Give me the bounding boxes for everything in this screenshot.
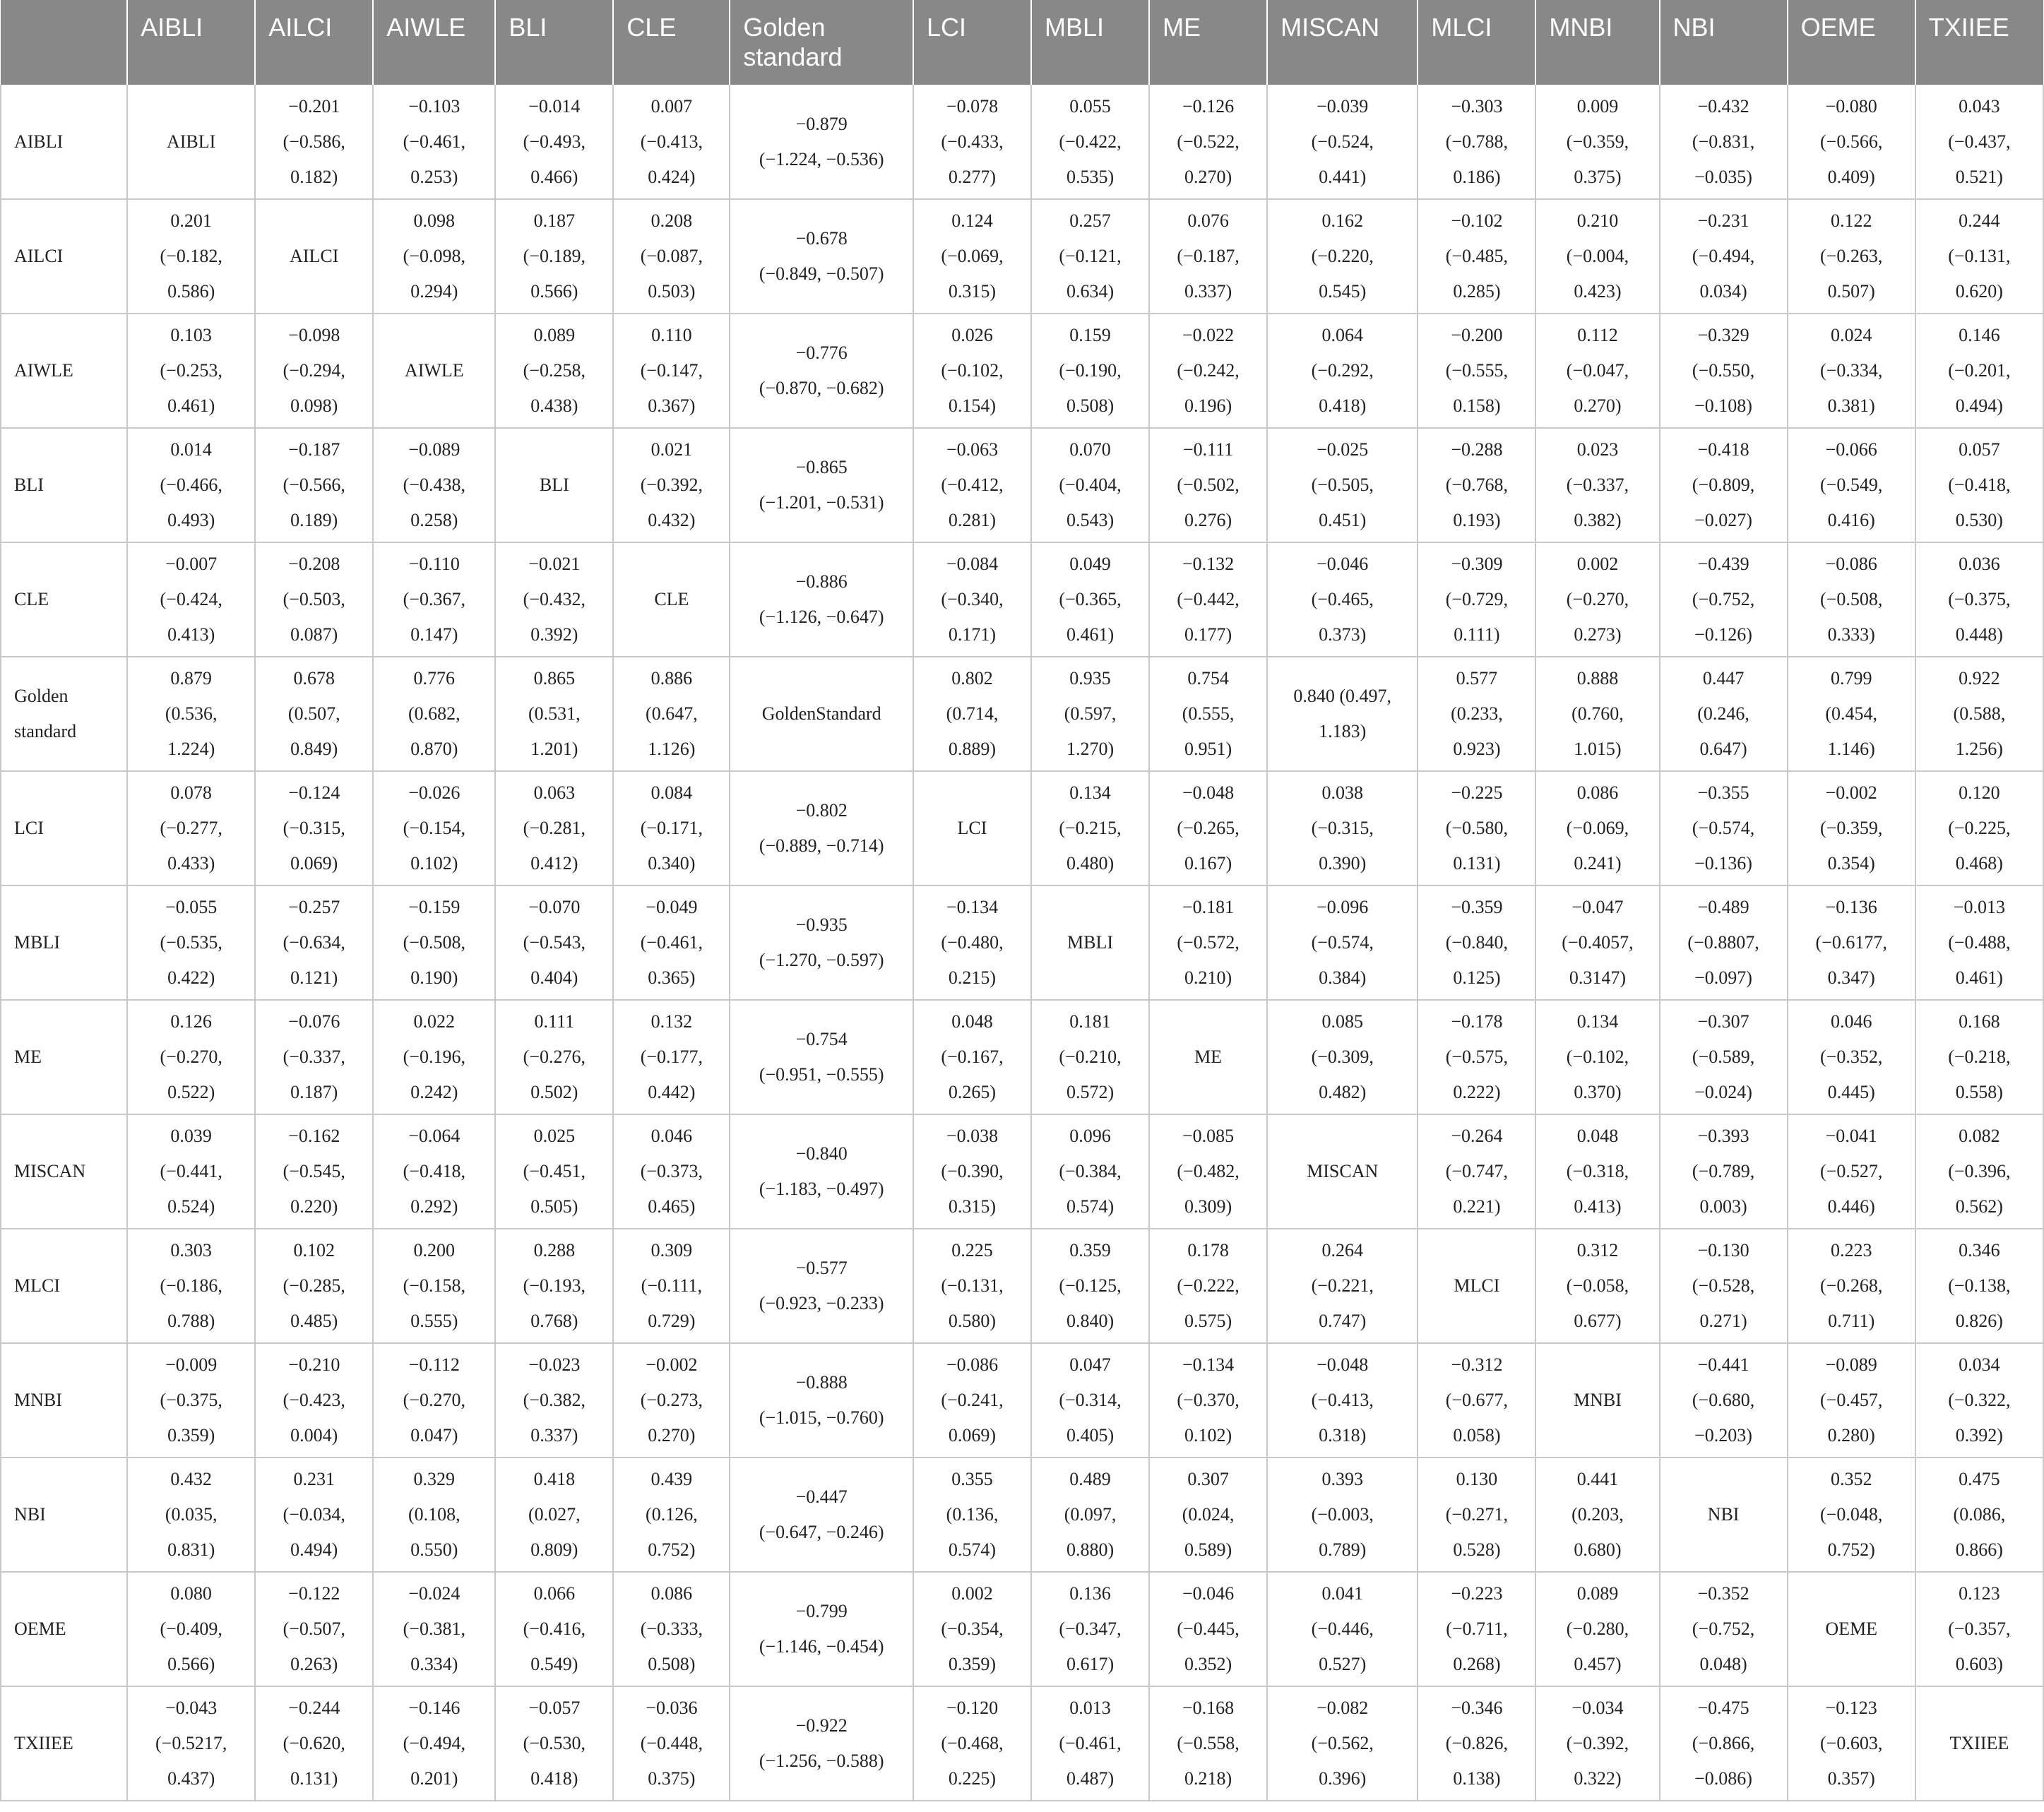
table-cell: −0.168 (−0.558, 0.218) — [1149, 1686, 1267, 1801]
table-cell: 0.799 (0.454, 1.146) — [1788, 657, 1915, 771]
diagonal-cell: AILCI — [255, 199, 373, 314]
table-cell: 0.886 (0.647, 1.126) — [613, 657, 730, 771]
table-cell: −0.225 (−0.580, 0.131) — [1418, 771, 1535, 886]
table-row — [1, 85, 2043, 199]
table-row — [1, 771, 2043, 886]
row-label: AIWLE — [1, 314, 127, 428]
table-cell: 0.288 (−0.193, 0.768) — [495, 1229, 613, 1343]
table-cell: −0.048 (−0.413, 0.318) — [1267, 1343, 1418, 1458]
table-cell: −0.776 (−0.870, −0.682) — [730, 314, 913, 428]
table-cell: −0.257 (−0.634, 0.121) — [255, 886, 373, 1000]
table-cell: 0.048 (−0.167, 0.265) — [913, 1000, 1031, 1114]
table-cell: 0.043 (−0.437, 0.521) — [1915, 85, 2043, 199]
table-cell: −0.307 (−0.589, −0.024) — [1660, 1000, 1788, 1114]
table-cell: −0.007 (−0.424, 0.413) — [127, 542, 255, 657]
table-cell: −0.013 (−0.488, 0.461) — [1915, 886, 2043, 1000]
table-cell: −0.208 (−0.503, 0.087) — [255, 542, 373, 657]
row-label: MISCAN — [1, 1114, 127, 1229]
table-cell: −0.146 (−0.494, 0.201) — [373, 1686, 495, 1801]
table-cell: 0.776 (0.682, 0.870) — [373, 657, 495, 771]
table-cell: 0.201 (−0.182, 0.586) — [127, 199, 255, 314]
table-cell: −0.034 (−0.392, 0.322) — [1535, 1686, 1659, 1801]
diagonal-cell: BLI — [495, 428, 613, 542]
table-cell: −0.840 (−1.183, −0.497) — [730, 1114, 913, 1229]
table-cell: 0.223 (−0.268, 0.711) — [1788, 1229, 1915, 1343]
table-cell: −0.098 (−0.294, 0.098) — [255, 314, 373, 428]
table-cell: 0.085 (−0.309, 0.482) — [1267, 1000, 1418, 1114]
table-cell: 0.346 (−0.138, 0.826) — [1915, 1229, 2043, 1343]
column-header: AIWLE — [373, 0, 495, 85]
table-cell: −0.879 (−1.224, −0.536) — [730, 85, 913, 199]
table-cell: 0.309 (−0.111, 0.729) — [613, 1229, 730, 1343]
column-header: OEME — [1788, 0, 1915, 85]
table-cell: 0.231 (−0.034, 0.494) — [255, 1458, 373, 1572]
table-cell: −0.303 (−0.788, 0.186) — [1418, 85, 1535, 199]
table-cell: −0.200 (−0.555, 0.158) — [1418, 314, 1535, 428]
table-cell: −0.162 (−0.545, 0.220) — [255, 1114, 373, 1229]
table-cell: −0.064 (−0.418, 0.292) — [373, 1114, 495, 1229]
table-cell: 0.754 (0.555, 0.951) — [1149, 657, 1267, 771]
table-cell: 0.134 (−0.102, 0.370) — [1535, 1000, 1659, 1114]
table-cell: 0.210 (−0.004, 0.423) — [1535, 199, 1659, 314]
table-cell: 0.103 (−0.253, 0.461) — [127, 314, 255, 428]
table-cell: −0.124 (−0.315, 0.069) — [255, 771, 373, 886]
table-cell: −0.043 (−0.5217, 0.437) — [127, 1686, 255, 1801]
table-cell: −0.055 (−0.535, 0.422) — [127, 886, 255, 1000]
table-cell: 0.329 (0.108, 0.550) — [373, 1458, 495, 1572]
table-cell: 0.130 (−0.271, 0.528) — [1418, 1458, 1535, 1572]
column-header: MLCI — [1418, 0, 1535, 85]
table-cell: 0.064 (−0.292, 0.418) — [1267, 314, 1418, 428]
table-cell: −0.231 (−0.494, 0.034) — [1660, 199, 1788, 314]
row-label: AILCI — [1, 199, 127, 314]
table-cell: −0.025 (−0.505, 0.451) — [1267, 428, 1418, 542]
table-cell: 0.046 (−0.352, 0.445) — [1788, 1000, 1915, 1114]
diagonal-cell: CLE — [613, 542, 730, 657]
table-cell: 0.089 (−0.280, 0.457) — [1535, 1572, 1659, 1686]
table-cell: 0.013 (−0.461, 0.487) — [1031, 1686, 1149, 1801]
table-cell: −0.023 (−0.382, 0.337) — [495, 1343, 613, 1458]
table-cell: −0.009 (−0.375, 0.359) — [127, 1343, 255, 1458]
table-cell: 0.066 (−0.416, 0.549) — [495, 1572, 613, 1686]
table-cell: −0.432 (−0.831, −0.035) — [1660, 85, 1788, 199]
table-cell: 0.102 (−0.285, 0.485) — [255, 1229, 373, 1343]
table-cell: 0.096 (−0.384, 0.574) — [1031, 1114, 1149, 1229]
table-cell: −0.888 (−1.015, −0.760) — [730, 1343, 913, 1458]
table-cell: 0.021 (−0.392, 0.432) — [613, 428, 730, 542]
table-row — [1, 1572, 2043, 1686]
row-label: ME — [1, 1000, 127, 1114]
table-row — [1, 428, 2043, 542]
table-cell: 0.124 (−0.069, 0.315) — [913, 199, 1031, 314]
table-cell: 0.134 (−0.215, 0.480) — [1031, 771, 1149, 886]
table-cell: 0.055 (−0.422, 0.535) — [1031, 85, 1149, 199]
row-label: NBI — [1, 1458, 127, 1572]
table-cell: −0.288 (−0.768, 0.193) — [1418, 428, 1535, 542]
table-cell: −0.309 (−0.729, 0.111) — [1418, 542, 1535, 657]
table-cell: −0.577 (−0.923, −0.233) — [730, 1229, 913, 1343]
table-cell: 0.120 (−0.225, 0.468) — [1915, 771, 2043, 886]
table-cell: 0.084 (−0.171, 0.340) — [613, 771, 730, 886]
table-cell: −0.026 (−0.154, 0.102) — [373, 771, 495, 886]
table-cell: −0.089 (−0.457, 0.280) — [1788, 1343, 1915, 1458]
table-cell: 0.009 (−0.359, 0.375) — [1535, 85, 1659, 199]
table-cell: 0.080 (−0.409, 0.566) — [127, 1572, 255, 1686]
diagonal-cell: MNBI — [1535, 1343, 1659, 1458]
table-cell: 0.352 (−0.048, 0.752) — [1788, 1458, 1915, 1572]
column-header: CLE — [613, 0, 730, 85]
table-cell: −0.355 (−0.574, −0.136) — [1660, 771, 1788, 886]
table-cell: 0.307 (0.024, 0.589) — [1149, 1458, 1267, 1572]
table-cell: −0.439 (−0.752, −0.126) — [1660, 542, 1788, 657]
table-cell: −0.110 (−0.367, 0.147) — [373, 542, 495, 657]
table-cell: −0.126 (−0.522, 0.270) — [1149, 85, 1267, 199]
diagonal-cell: AIBLI — [127, 85, 255, 199]
table-cell: 0.002 (−0.354, 0.359) — [913, 1572, 1031, 1686]
table-cell: 0.038 (−0.315, 0.390) — [1267, 771, 1418, 886]
table-cell: 0.014 (−0.466, 0.493) — [127, 428, 255, 542]
table-cell: 0.023 (−0.337, 0.382) — [1535, 428, 1659, 542]
table-row — [1, 1686, 2043, 1801]
table-cell: 0.024 (−0.334, 0.381) — [1788, 314, 1915, 428]
table-cell: 0.078 (−0.277, 0.433) — [127, 771, 255, 886]
table-cell: −0.201 (−0.586, 0.182) — [255, 85, 373, 199]
table-cell: 0.112 (−0.047, 0.270) — [1535, 314, 1659, 428]
table-cell: 0.678 (0.507, 0.849) — [255, 657, 373, 771]
table-cell: 0.047 (−0.314, 0.405) — [1031, 1343, 1149, 1458]
table-cell: 0.049 (−0.365, 0.461) — [1031, 542, 1149, 657]
diagonal-cell: MISCAN — [1267, 1114, 1418, 1229]
table-cell: −0.022 (−0.242, 0.196) — [1149, 314, 1267, 428]
table-cell: 0.393 (−0.003, 0.789) — [1267, 1458, 1418, 1572]
table-cell: 0.489 (0.097, 0.880) — [1031, 1458, 1149, 1572]
table-cell: 0.865 (0.531, 1.201) — [495, 657, 613, 771]
table-cell: 0.208 (−0.087, 0.503) — [613, 199, 730, 314]
row-label: BLI — [1, 428, 127, 542]
column-header: ME — [1149, 0, 1267, 85]
table-cell: 0.007 (−0.413, 0.424) — [613, 85, 730, 199]
table-cell: −0.678 (−0.849, −0.507) — [730, 199, 913, 314]
column-header: Golden standard — [730, 0, 913, 85]
table-cell: 0.110 (−0.147, 0.367) — [613, 314, 730, 428]
table-cell: 0.046 (−0.373, 0.465) — [613, 1114, 730, 1229]
table-cell: 0.146 (−0.201, 0.494) — [1915, 314, 2043, 428]
table-cell: 0.840 (0.497, 1.183) — [1267, 657, 1418, 771]
table-cell: −0.014 (−0.493, 0.466) — [495, 85, 613, 199]
table-cell: 0.439 (0.126, 0.752) — [613, 1458, 730, 1572]
table-row — [1, 542, 2043, 657]
table-cell: −0.041 (−0.527, 0.446) — [1788, 1114, 1915, 1229]
table-cell: −0.122 (−0.507, 0.263) — [255, 1572, 373, 1686]
table-cell: −0.111 (−0.502, 0.276) — [1149, 428, 1267, 542]
diagonal-cell: AIWLE — [373, 314, 495, 428]
row-label: MLCI — [1, 1229, 127, 1343]
table-cell: −0.086 (−0.241, 0.069) — [913, 1343, 1031, 1458]
table-cell: −0.264 (−0.747, 0.221) — [1418, 1114, 1535, 1229]
table-cell: 0.022 (−0.196, 0.242) — [373, 1000, 495, 1114]
table-cell: −0.046 (−0.445, 0.352) — [1149, 1572, 1267, 1686]
table-cell: −0.046 (−0.465, 0.373) — [1267, 542, 1418, 657]
table-cell: 0.132 (−0.177, 0.442) — [613, 1000, 730, 1114]
table-cell: −0.489 (−0.8807, −0.097) — [1660, 886, 1788, 1000]
table-cell: −0.159 (−0.508, 0.190) — [373, 886, 495, 1000]
table-cell: 0.447 (0.246, 0.647) — [1660, 657, 1788, 771]
table-cell: −0.447 (−0.647, −0.246) — [730, 1458, 913, 1572]
table-cell: −0.441 (−0.680, −0.203) — [1660, 1343, 1788, 1458]
table-cell: −0.886 (−1.126, −0.647) — [730, 542, 913, 657]
table-cell: −0.802 (−0.889, −0.714) — [730, 771, 913, 886]
table-cell: 0.057 (−0.418, 0.530) — [1915, 428, 2043, 542]
table-cell: −0.070 (−0.543, 0.404) — [495, 886, 613, 1000]
table-cell: 0.002 (−0.270, 0.273) — [1535, 542, 1659, 657]
table-cell: −0.047 (−0.4057, 0.3147) — [1535, 886, 1659, 1000]
table-cell: −0.120 (−0.468, 0.225) — [913, 1686, 1031, 1801]
table-cell: −0.935 (−1.270, −0.597) — [730, 886, 913, 1000]
table-cell: −0.021 (−0.432, 0.392) — [495, 542, 613, 657]
table-cell: −0.112 (−0.270, 0.047) — [373, 1343, 495, 1458]
table-cell: −0.002 (−0.359, 0.354) — [1788, 771, 1915, 886]
table-cell: −0.132 (−0.442, 0.177) — [1149, 542, 1267, 657]
table-row — [1, 314, 2043, 428]
table-cell: 0.888 (0.760, 1.015) — [1535, 657, 1659, 771]
table-cell: 0.577 (0.233, 0.923) — [1418, 657, 1535, 771]
table-cell: −0.244 (−0.620, 0.131) — [255, 1686, 373, 1801]
table-cell: 0.303 (−0.186, 0.788) — [127, 1229, 255, 1343]
table-cell: 0.159 (−0.190, 0.508) — [1031, 314, 1149, 428]
table-cell: −0.076 (−0.337, 0.187) — [255, 1000, 373, 1114]
diagonal-cell: GoldenStandard — [730, 657, 913, 771]
diagonal-cell: TXIIEE — [1915, 1686, 2043, 1801]
table-cell: 0.922 (0.588, 1.256) — [1915, 657, 2043, 771]
table-cell: 0.162 (−0.220, 0.545) — [1267, 199, 1418, 314]
table-cell: −0.002 (−0.273, 0.270) — [613, 1343, 730, 1458]
table-cell: −0.024 (−0.381, 0.334) — [373, 1572, 495, 1686]
table-row — [1, 1114, 2043, 1229]
table-cell: −0.352 (−0.752, 0.048) — [1660, 1572, 1788, 1686]
row-label: TXIIEE — [1, 1686, 127, 1801]
table-cell: 0.026 (−0.102, 0.154) — [913, 314, 1031, 428]
table-cell: 0.264 (−0.221, 0.747) — [1267, 1229, 1418, 1343]
table-cell: −0.754 (−0.951, −0.555) — [730, 1000, 913, 1114]
table-cell: −0.038 (−0.390, 0.315) — [913, 1114, 1031, 1229]
table-cell: 0.111 (−0.276, 0.502) — [495, 1000, 613, 1114]
table-row — [1, 1229, 2043, 1343]
diagonal-cell: MBLI — [1031, 886, 1149, 1000]
table-cell: −0.475 (−0.866, −0.086) — [1660, 1686, 1788, 1801]
table-cell: 0.244 (−0.131, 0.620) — [1915, 199, 2043, 314]
table-cell: 0.257 (−0.121, 0.634) — [1031, 199, 1149, 314]
table-cell: −0.082 (−0.562, 0.396) — [1267, 1686, 1418, 1801]
diagonal-cell: OEME — [1788, 1572, 1915, 1686]
table-cell: −0.080 (−0.566, 0.409) — [1788, 85, 1915, 199]
table-row — [1, 199, 2043, 314]
table-cell: 0.122 (−0.263, 0.507) — [1788, 199, 1915, 314]
table-cell: −0.066 (−0.549, 0.416) — [1788, 428, 1915, 542]
table-cell: 0.086 (−0.333, 0.508) — [613, 1572, 730, 1686]
table-cell: −0.181 (−0.572, 0.210) — [1149, 886, 1267, 1000]
column-header: AILCI — [255, 0, 373, 85]
table-cell: 0.441 (0.203, 0.680) — [1535, 1458, 1659, 1572]
table-row — [1, 886, 2043, 1000]
table-cell: 0.225 (−0.131, 0.580) — [913, 1229, 1031, 1343]
table-cell: 0.136 (−0.347, 0.617) — [1031, 1572, 1149, 1686]
table-cell: −0.039 (−0.524, 0.441) — [1267, 85, 1418, 199]
table-cell: −0.223 (−0.711, 0.268) — [1418, 1572, 1535, 1686]
table-cell: −0.178 (−0.575, 0.222) — [1418, 1000, 1535, 1114]
table-body — [1, 85, 2043, 1801]
table-cell: 0.089 (−0.258, 0.438) — [495, 314, 613, 428]
table-cell: 0.802 (0.714, 0.889) — [913, 657, 1031, 771]
column-header: TXIIEE — [1915, 0, 2043, 85]
table-cell: −0.418 (−0.809, −0.027) — [1660, 428, 1788, 542]
table-cell: 0.076 (−0.187, 0.337) — [1149, 199, 1267, 314]
table-cell: −0.134 (−0.480, 0.215) — [913, 886, 1031, 1000]
table-cell: −0.329 (−0.550, −0.108) — [1660, 314, 1788, 428]
table-row — [1, 1458, 2043, 1572]
row-label: OEME — [1, 1572, 127, 1686]
table-cell: −0.036 (−0.448, 0.375) — [613, 1686, 730, 1801]
table-cell: −0.799 (−1.146, −0.454) — [730, 1572, 913, 1686]
table-cell: 0.126 (−0.270, 0.522) — [127, 1000, 255, 1114]
table-cell: −0.103 (−0.461, 0.253) — [373, 85, 495, 199]
table-row — [1, 1343, 2043, 1458]
table-cell: −0.096 (−0.574, 0.384) — [1267, 886, 1418, 1000]
row-label: CLE — [1, 542, 127, 657]
column-header: NBI — [1660, 0, 1788, 85]
column-header: AIBLI — [127, 0, 255, 85]
table-cell: −0.312 (−0.677, 0.058) — [1418, 1343, 1535, 1458]
table-cell: −0.922 (−1.256, −0.588) — [730, 1686, 913, 1801]
table-cell: 0.432 (0.035, 0.831) — [127, 1458, 255, 1572]
column-header: LCI — [913, 0, 1031, 85]
table-cell: 0.041 (−0.446, 0.527) — [1267, 1572, 1418, 1686]
row-label: MBLI — [1, 886, 127, 1000]
table-cell: 0.935 (0.597, 1.270) — [1031, 657, 1149, 771]
column-header: MISCAN — [1267, 0, 1418, 85]
table-cell: 0.070 (−0.404, 0.543) — [1031, 428, 1149, 542]
table-row — [1, 1000, 2043, 1114]
table-cell: 0.098 (−0.098, 0.294) — [373, 199, 495, 314]
table-cell: 0.086 (−0.069, 0.241) — [1535, 771, 1659, 886]
table-cell: 0.039 (−0.441, 0.524) — [127, 1114, 255, 1229]
table-cell: −0.359 (−0.840, 0.125) — [1418, 886, 1535, 1000]
table-cell: 0.418 (0.027, 0.809) — [495, 1458, 613, 1572]
column-header: MBLI — [1031, 0, 1149, 85]
table-cell: −0.187 (−0.566, 0.189) — [255, 428, 373, 542]
table-cell: 0.168 (−0.218, 0.558) — [1915, 1000, 2043, 1114]
table-cell: −0.078 (−0.433, 0.277) — [913, 85, 1031, 199]
table-cell: 0.048 (−0.318, 0.413) — [1535, 1114, 1659, 1229]
table-row — [1, 657, 2043, 771]
table-cell: 0.475 (0.086, 0.866) — [1915, 1458, 2043, 1572]
table-cell: −0.123 (−0.603, 0.357) — [1788, 1686, 1915, 1801]
row-label: AIBLI — [1, 85, 127, 199]
table-cell: −0.136 (−0.6177, 0.347) — [1788, 886, 1915, 1000]
table-cell: 0.123 (−0.357, 0.603) — [1915, 1572, 2043, 1686]
corner-header — [1, 0, 127, 85]
table-cell: 0.879 (0.536, 1.224) — [127, 657, 255, 771]
table-cell: −0.393 (−0.789, 0.003) — [1660, 1114, 1788, 1229]
row-label: LCI — [1, 771, 127, 886]
table-cell: 0.063 (−0.281, 0.412) — [495, 771, 613, 886]
table-cell: −0.049 (−0.461, 0.365) — [613, 886, 730, 1000]
table-cell: −0.210 (−0.423, 0.004) — [255, 1343, 373, 1458]
table-cell: 0.312 (−0.058, 0.677) — [1535, 1229, 1659, 1343]
row-label: Golden standard — [1, 657, 127, 771]
diagonal-cell: MLCI — [1418, 1229, 1535, 1343]
table-cell: 0.034 (−0.322, 0.392) — [1915, 1343, 2043, 1458]
table-cell: −0.048 (−0.265, 0.167) — [1149, 771, 1267, 886]
table-cell: −0.346 (−0.826, 0.138) — [1418, 1686, 1535, 1801]
table-cell: 0.178 (−0.222, 0.575) — [1149, 1229, 1267, 1343]
table-cell: 0.355 (0.136, 0.574) — [913, 1458, 1031, 1572]
table-cell: 0.025 (−0.451, 0.505) — [495, 1114, 613, 1229]
table-cell: −0.085 (−0.482, 0.309) — [1149, 1114, 1267, 1229]
table-cell: −0.063 (−0.412, 0.281) — [913, 428, 1031, 542]
table-cell: −0.865 (−1.201, −0.531) — [730, 428, 913, 542]
table-cell: −0.089 (−0.438, 0.258) — [373, 428, 495, 542]
diagonal-cell: NBI — [1660, 1458, 1788, 1572]
table-cell: 0.359 (−0.125, 0.840) — [1031, 1229, 1149, 1343]
column-header: MNBI — [1535, 0, 1659, 85]
header-row — [1, 0, 2043, 85]
column-header: BLI — [495, 0, 613, 85]
table-cell: −0.134 (−0.370, 0.102) — [1149, 1343, 1267, 1458]
table-cell: 0.187 (−0.189, 0.566) — [495, 199, 613, 314]
table-cell: 0.036 (−0.375, 0.448) — [1915, 542, 2043, 657]
table-cell: −0.084 (−0.340, 0.171) — [913, 542, 1031, 657]
table-cell: −0.086 (−0.508, 0.333) — [1788, 542, 1915, 657]
table-cell: −0.057 (−0.530, 0.418) — [495, 1686, 613, 1801]
table-cell: 0.181 (−0.210, 0.572) — [1031, 1000, 1149, 1114]
table-cell: −0.130 (−0.528, 0.271) — [1660, 1229, 1788, 1343]
diagonal-cell: LCI — [913, 771, 1031, 886]
table-cell: 0.200 (−0.158, 0.555) — [373, 1229, 495, 1343]
table-cell: −0.102 (−0.485, 0.285) — [1418, 199, 1535, 314]
diagonal-cell: ME — [1149, 1000, 1267, 1114]
row-label: MNBI — [1, 1343, 127, 1458]
table-cell: 0.082 (−0.396, 0.562) — [1915, 1114, 2043, 1229]
